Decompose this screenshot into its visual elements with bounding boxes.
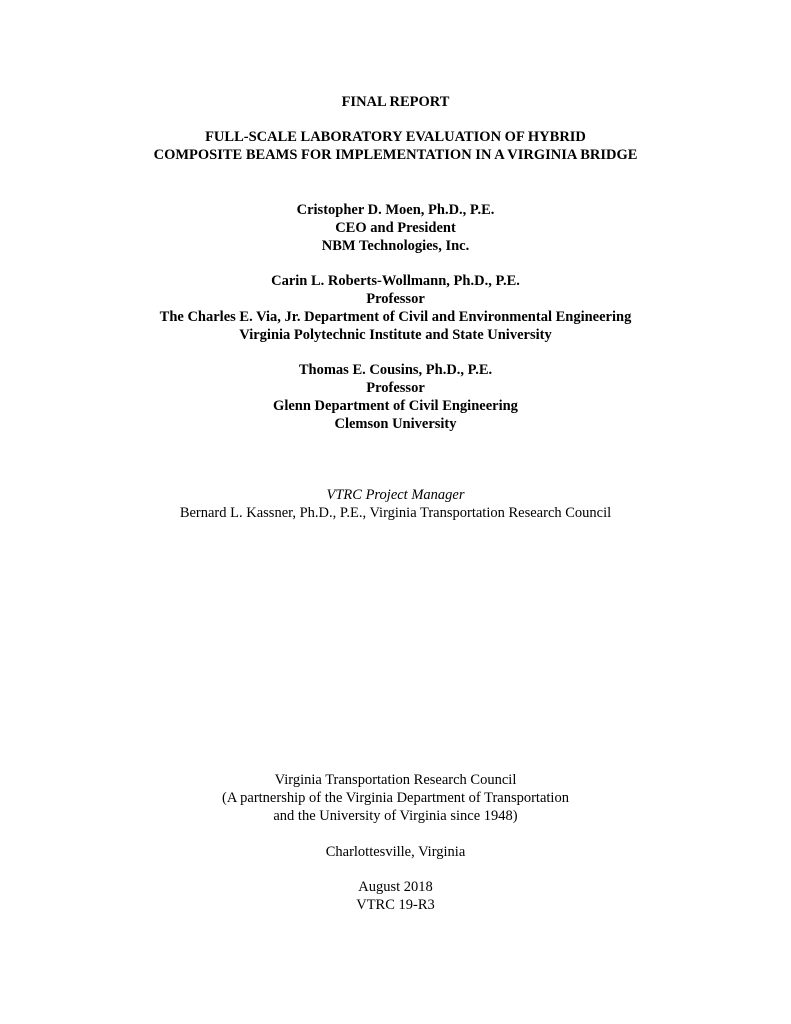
project-manager-label: VTRC Project Manager: [326, 487, 465, 503]
author-name: Cristopher D. Moen, Ph.D., P.E.: [296, 202, 495, 218]
publisher-partnership-line-1: (A partnership of the Virginia Department of Transportation: [222, 790, 569, 806]
report-title-line-2: COMPOSITE BEAMS FOR IMPLEMENTATION IN A VIRGINIA BRIDGE: [153, 147, 638, 163]
report-date: August 2018: [358, 879, 433, 895]
report-title-line-1: FULL-SCALE LABORATORY EVALUATION OF HYBRID: [205, 129, 586, 145]
author-name: Thomas E. Cousins, Ph.D., P.E.: [298, 362, 493, 378]
author-position: Professor: [366, 291, 425, 307]
author-affiliation: NBM Technologies, Inc.: [321, 238, 470, 254]
project-manager-name: Bernard L. Kassner, Ph.D., P.E., Virginia Transportation Research Council: [179, 505, 612, 521]
author-position: CEO and President: [335, 220, 456, 236]
author-department: The Charles E. Via, Jr. Department of Civil and Environmental Engineering: [159, 309, 632, 325]
report-number: VTRC 19-R3: [356, 897, 435, 913]
author-position: Professor: [366, 380, 425, 396]
publisher-location: Charlottesville, Virginia: [325, 844, 466, 860]
report-label: FINAL REPORT: [341, 94, 450, 110]
author-department: Glenn Department of Civil Engineering: [273, 398, 518, 414]
publisher-name: Virginia Transportation Research Council: [274, 772, 517, 788]
author-affiliation: Clemson University: [334, 416, 457, 432]
author-name: Carin L. Roberts-Wollmann, Ph.D., P.E.: [271, 273, 520, 289]
publisher-partnership-line-2: and the University of Virginia since 1948): [273, 808, 518, 824]
author-affiliation: Virginia Polytechnic Institute and State University: [239, 327, 552, 343]
